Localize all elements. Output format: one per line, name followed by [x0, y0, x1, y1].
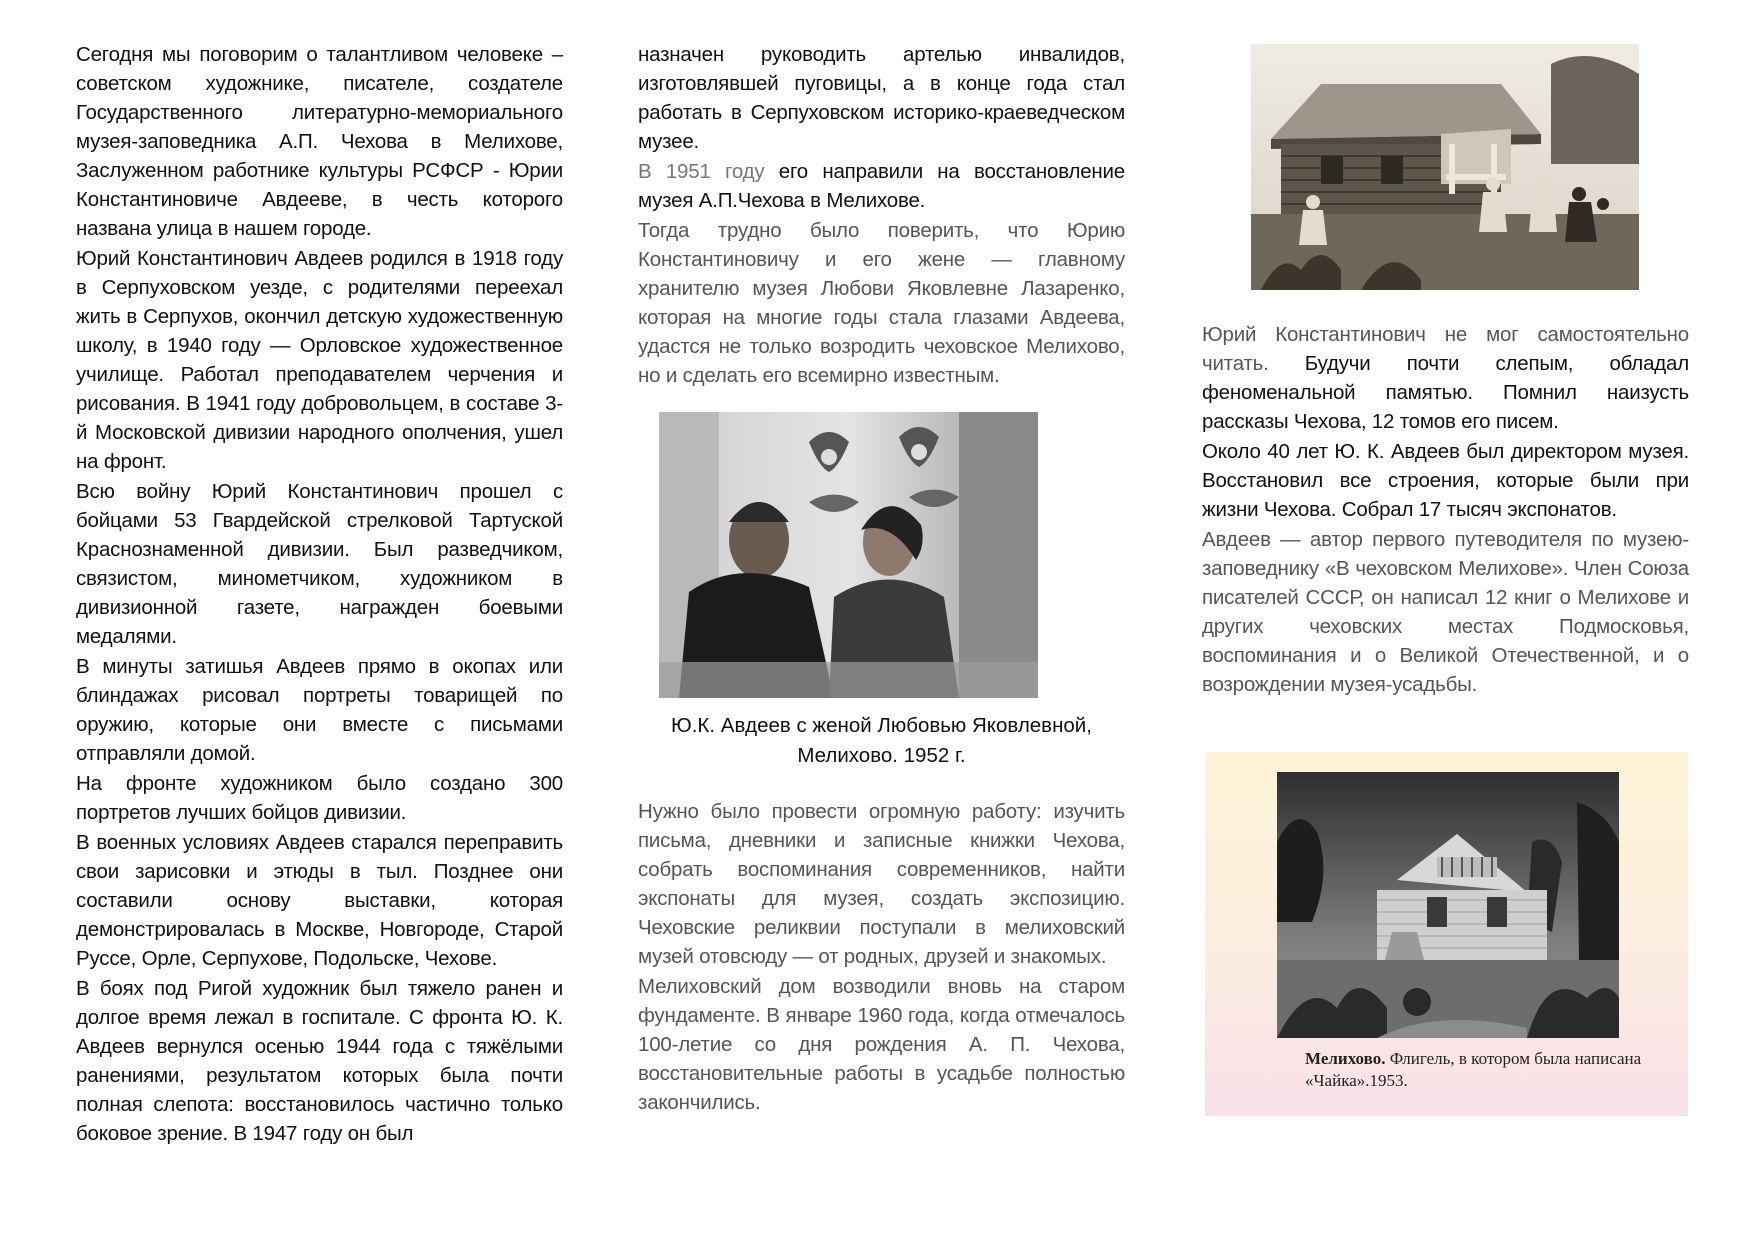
paragraph-biography: Юрий Константинович Авдеев родился в 1918 году в Серпуховском уезде, с родителями переехал жить в Серпухов, окончил детскую художественную школу, в 1940 году — Орловское художественное училище. Работал преподавателем черчения и рисования. В 1941 году добровольцем, в составе 3-й Московской дивизии народного ополчения, ушел на фронт. [76, 247, 563, 473]
paragraph-exhibition: В военных условиях Авдеев старался переправить свои зарисовки и этюды в тыл. Позднее они составили основу выставки, которая демонстрировалась в Москве, Новгороде, Старой Руссе, Орле, Серпухове, Подольске, Чехове. [76, 831, 563, 970]
paragraph-intro: Сегодня мы поговорим о талантливом человеке – советском художнике, писателе, создателе Государственного литературно-мемориального музея-заповедника А.П. Чехова в Мелихове, Заслуженном работнике культуры РСФСР - Юрии Константиновиче Авдееве, в честь которого названа улица в нашем городе. [76, 43, 563, 240]
fligel-card [1205, 752, 1688, 1116]
paragraph-author: Авдеев — автор первого путеводителя по музею-заповеднику «В чеховском Мелихове». Член Союза писателей СССР, он написал 12 книг о Мелихове и других чеховских местах Подмосковья, воспоминания и о Великой Отечественной, и о возрождении музея-усадьбы. [1202, 528, 1689, 696]
restoration-text: его направили на восстановление музея А.П.Чехова в Мелихове. [638, 160, 1125, 212]
paragraph-1960: Мелиховский дом возводили вновь на старом фундаменте. В январе 1960 года, когда отмечалось 100-летие со дня рождения А. П. Чехова, восстановительные работы в усадьбе полностью закончились. [638, 975, 1125, 1114]
photo-melikhovo-house [1251, 44, 1639, 290]
column-right [1202, 320, 1689, 700]
photo-fligel [1277, 772, 1619, 1038]
photo-caption [638, 711, 1125, 771]
paragraph-wounded: В боях под Ригой художник был тяжело ранен и долгое время лежал в госпитале. С фронта Ю. К. Авдеев вернулся осенью 1944 года с тяжёлыми ранениями, результатом которых была почти полная слепота: восстановилось частично только боковое зрение. В 1947 году он был [76, 977, 563, 1145]
year-1951: В 1951 году [638, 160, 765, 183]
column-middle-lower [638, 797, 1125, 1118]
paragraph-memory [1202, 320, 1689, 436]
column-left [76, 40, 563, 1149]
paragraph-war: Всю войну Юрий Константинович прошел с бойцами 53 Гвардейской стрелковой Тартуской Краснознаменной дивизии. Был разведчиком, связистом, минометчиком, художником в дивизионной газете, награжден боевыми медалями. [76, 480, 563, 648]
fligel-caption-text: Флигель, в котором была написана «Чайка».1953. [1305, 1049, 1642, 1090]
photo-caption-line-1: Ю.К. Авдеев с женой Любовью Яковлевной, [671, 714, 1092, 737]
fligel-caption-place: Мелихово. [1305, 1049, 1386, 1068]
memory-text: Будучи почти слепым, обладал феноменальной памятью. Помнил наизусть рассказы Чехова, 12 томов его писем. [1202, 352, 1689, 433]
photo-caption-line-2: Мелихово. 1952 г. [797, 744, 966, 767]
paragraph-1951 [638, 157, 1125, 215]
fligel-caption [1305, 1048, 1665, 1092]
paragraph-300-portraits: На фронте художником было создано 300 портретов лучших бойцов дивизии. [76, 772, 563, 824]
could-not-read-text: Юрий Константинович не мог самостоятельно читать. [1202, 323, 1689, 375]
paragraph-director: Около 40 лет Ю. К. Авдеев был директором музея. Восстановил все строения, которые были при жизни Чехова. Собрал 17 тысяч экспонатов. [1202, 440, 1689, 521]
paragraph-portraits: В минуты затишья Авдеев прямо в окопах или блиндажах рисовал портреты товарищей по оружию, которые они вместе с письмами отправляли домой. [76, 655, 563, 765]
column-middle [638, 40, 1125, 391]
paragraph-work: Нужно было провести огромную работу: изучить письма, дневники и записные книжки Чехова, собрать воспоминания современников, найти экспонаты для музея, создать экспозицию. Чеховские реликвии поступали в мелиховский музей отовсюду — от родных, друзей и знакомых. [638, 800, 1125, 968]
paragraph-wife: Тогда трудно было поверить, что Юрию Константиновичу и его жене — главному хранителю музея Любови Яковлевне Лазаренко, которая на многие годы стала глазами Авдеева, удастся не только возродить чеховское Мелихово, но и сделать его всемирно известным. [638, 219, 1125, 387]
photo-avdeev-with-wife [659, 412, 1038, 698]
paragraph-artel: назначен руководить артелью инвалидов, изготовлявшей пуговицы, а в конце года стал работать в Серпуховском историко-краеведческом музее. [638, 43, 1125, 153]
